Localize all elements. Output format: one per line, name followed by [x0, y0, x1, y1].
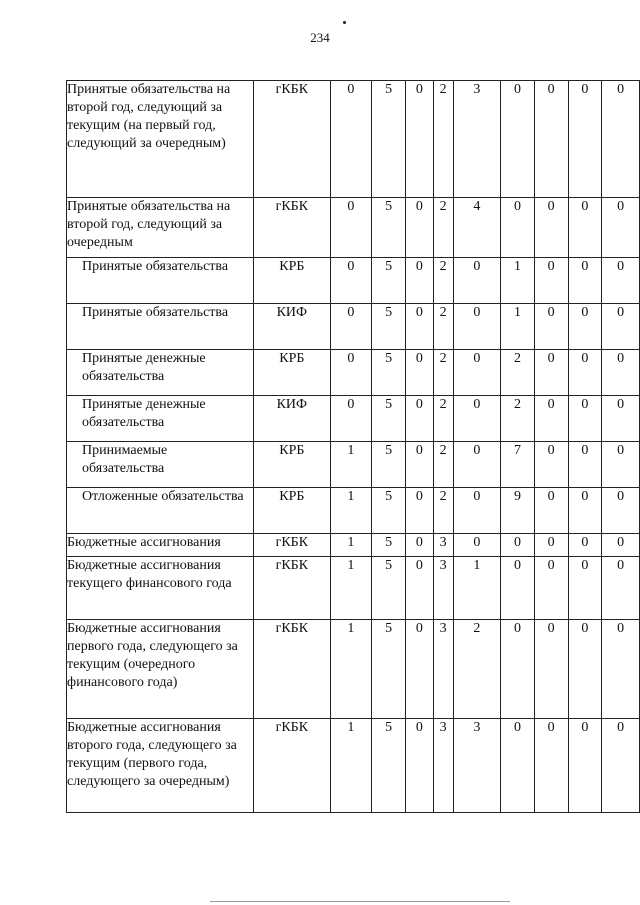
account-codes-table	[66, 80, 640, 813]
code-digit: 5	[372, 198, 406, 258]
code-digit: 0	[501, 719, 535, 813]
code-digit: 0	[501, 198, 535, 258]
code-digit: 1	[501, 258, 535, 304]
code-digit: 0	[534, 198, 568, 258]
table-row	[67, 304, 640, 350]
code-digit: 0	[534, 81, 568, 198]
code-digit: 1	[330, 557, 372, 620]
code-digit: 0	[330, 198, 372, 258]
code-digit: 0	[501, 534, 535, 557]
code-digit: 5	[372, 620, 406, 719]
code-digit: 0	[568, 442, 602, 488]
code-digit: 0	[534, 620, 568, 719]
code-digit: 0	[405, 620, 433, 719]
code-digit: 0	[568, 258, 602, 304]
row-name: Принятые денежные обязательства	[67, 396, 254, 442]
table-row	[67, 620, 640, 719]
code-digit: 0	[568, 620, 602, 719]
code-digit: 1	[330, 534, 372, 557]
code-digit: 2	[433, 304, 453, 350]
code-digit: 5	[372, 350, 406, 396]
code-digit: 0	[602, 81, 640, 198]
code-digit: 0	[330, 258, 372, 304]
table-row	[67, 719, 640, 813]
code-digit: 0	[602, 620, 640, 719]
row-code: гКБК	[254, 81, 331, 198]
code-digit: 0	[330, 396, 372, 442]
code-digit: 0	[405, 442, 433, 488]
scan-edge-line	[210, 901, 510, 902]
table-row	[67, 198, 640, 258]
code-digit: 2	[433, 198, 453, 258]
code-digit: 3	[433, 557, 453, 620]
row-name: Принятые обязательства	[67, 258, 254, 304]
code-digit: 0	[568, 198, 602, 258]
row-code: гКБК	[254, 719, 331, 813]
code-digit: 2	[433, 258, 453, 304]
table-row	[67, 258, 640, 304]
code-digit: 5	[372, 442, 406, 488]
code-digit: 0	[405, 304, 433, 350]
code-digit: 1	[330, 442, 372, 488]
code-digit: 5	[372, 557, 406, 620]
code-digit: 3	[453, 81, 501, 198]
code-digit: 0	[602, 719, 640, 813]
table-row	[67, 350, 640, 396]
code-digit: 0	[405, 557, 433, 620]
code-digit: 0	[330, 81, 372, 198]
code-digit: 0	[405, 488, 433, 534]
code-digit: 0	[534, 442, 568, 488]
row-name: Принятые обязательства на второй год, следующий за очередным	[67, 198, 254, 258]
row-name: Принятые обязательства	[67, 304, 254, 350]
code-digit: 2	[501, 350, 535, 396]
code-digit: 5	[372, 488, 406, 534]
row-code: КРБ	[254, 442, 331, 488]
code-digit: 0	[568, 719, 602, 813]
code-digit: 3	[433, 719, 453, 813]
code-digit: 2	[501, 396, 535, 442]
code-digit: 0	[602, 534, 640, 557]
code-digit: 0	[501, 557, 535, 620]
row-name: Бюджетные ассигнования первого года, следующего за текущим (очередного финансового года)	[67, 620, 254, 719]
code-digit: 0	[602, 396, 640, 442]
code-digit: 0	[602, 442, 640, 488]
row-code: гКБК	[254, 534, 331, 557]
code-digit: 0	[568, 396, 602, 442]
code-digit: 9	[501, 488, 535, 534]
code-digit: 5	[372, 719, 406, 813]
row-name: Принятые денежные обязательства	[67, 350, 254, 396]
code-digit: 0	[453, 396, 501, 442]
code-digit: 0	[534, 534, 568, 557]
code-digit: 0	[534, 258, 568, 304]
code-digit: 1	[330, 620, 372, 719]
code-digit: 2	[433, 81, 453, 198]
code-digit: 0	[602, 557, 640, 620]
code-digit: 0	[405, 719, 433, 813]
code-digit: 0	[453, 488, 501, 534]
code-digit: 7	[501, 442, 535, 488]
code-digit: 1	[330, 488, 372, 534]
code-digit: 0	[330, 304, 372, 350]
code-digit: 5	[372, 304, 406, 350]
code-digit: 0	[453, 350, 501, 396]
row-code: КИФ	[254, 396, 331, 442]
code-digit: 0	[405, 258, 433, 304]
code-digit: 0	[602, 198, 640, 258]
code-digit: 4	[453, 198, 501, 258]
code-digit: 0	[568, 534, 602, 557]
row-code: КРБ	[254, 350, 331, 396]
code-digit: 5	[372, 534, 406, 557]
code-digit: 3	[433, 534, 453, 557]
code-digit: 0	[602, 258, 640, 304]
code-digit: 5	[372, 81, 406, 198]
code-digit: 0	[534, 719, 568, 813]
row-code: КРБ	[254, 258, 331, 304]
code-digit: 2	[433, 350, 453, 396]
table-row	[67, 396, 640, 442]
code-digit: 0	[602, 304, 640, 350]
row-name: Бюджетные ассигнования	[67, 534, 254, 557]
code-digit: 1	[330, 719, 372, 813]
code-digit: 0	[453, 258, 501, 304]
row-name: Отложенные обязательства	[67, 488, 254, 534]
code-digit: 5	[372, 258, 406, 304]
code-digit: 3	[433, 620, 453, 719]
code-digit: 0	[534, 396, 568, 442]
code-digit: 0	[568, 350, 602, 396]
code-digit: 2	[433, 396, 453, 442]
code-digit: 0	[453, 534, 501, 557]
table-row	[67, 534, 640, 557]
row-name: Бюджетные ассигнования второго года, следующего за текущим (первого года, следующего за очередным)	[67, 719, 254, 813]
code-digit: 0	[602, 350, 640, 396]
code-digit: 0	[534, 304, 568, 350]
code-digit: 0	[405, 350, 433, 396]
code-digit: 2	[453, 620, 501, 719]
table-row	[67, 488, 640, 534]
row-code: гКБК	[254, 198, 331, 258]
row-name: Бюджетные ассигнования текущего финансового года	[67, 557, 254, 620]
code-digit: 2	[433, 442, 453, 488]
code-digit: 0	[501, 620, 535, 719]
table-row	[67, 442, 640, 488]
code-digit: 0	[453, 442, 501, 488]
code-digit: 0	[405, 81, 433, 198]
code-digit: 0	[330, 350, 372, 396]
code-digit: 0	[405, 396, 433, 442]
code-digit: 1	[453, 557, 501, 620]
code-digit: 0	[568, 488, 602, 534]
code-digit: 0	[568, 557, 602, 620]
row-code: гКБК	[254, 620, 331, 719]
table-row	[67, 557, 640, 620]
code-digit: 0	[602, 488, 640, 534]
code-digit: 0	[501, 81, 535, 198]
row-name: Принятые обязательства на второй год, следующий за текущим (на первый год, следующий за очередным)	[67, 81, 254, 198]
code-digit: 0	[453, 304, 501, 350]
code-digit: 0	[405, 198, 433, 258]
code-digit: 1	[501, 304, 535, 350]
code-digit: 0	[405, 534, 433, 557]
code-digit: 5	[372, 396, 406, 442]
row-code: гКБК	[254, 557, 331, 620]
row-code: КРБ	[254, 488, 331, 534]
code-digit: 0	[568, 81, 602, 198]
code-digit: 0	[568, 304, 602, 350]
code-digit: 0	[534, 557, 568, 620]
code-digit: 2	[433, 488, 453, 534]
row-name: Принимаемые обязательства	[67, 442, 254, 488]
code-digit: 0	[534, 350, 568, 396]
page-number: 234	[310, 30, 330, 45]
code-digit: 0	[534, 488, 568, 534]
speck-mark	[343, 21, 346, 24]
code-digit: 3	[453, 719, 501, 813]
row-code: КИФ	[254, 304, 331, 350]
table-row	[67, 81, 640, 198]
